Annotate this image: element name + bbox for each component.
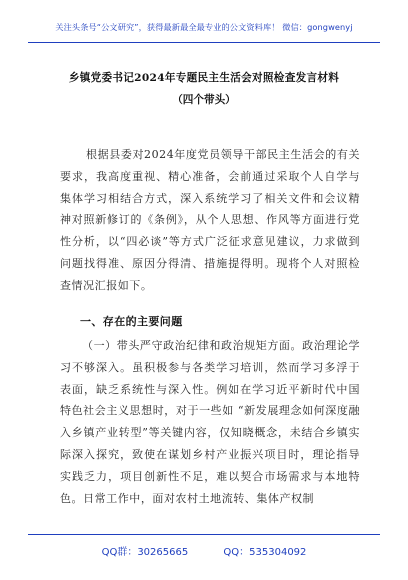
header-banner: 关注头条号“公文研究”，获得最新最全最专业的公文资料库！ 微信：gongwenyj	[55, 22, 353, 32]
footer-contact	[0, 543, 408, 558]
document-subtitle: （四个带头）	[172, 94, 236, 106]
header-divider	[28, 42, 380, 43]
intro-paragraph: 根据县委对2024年度党员领导干部民主生活会的有关要求，我高度重视、精心准备，会前通过采取个人自学与集体学习相结合方式，深入系统学习了相关文件和会议精神对照新修订的《条例》，从个人思想、作风等方面进行党性分析，以“四必谈”等方式广泛征求意见建议，力求做到问题找得准、原因分得清、措施提得明。现将个人对照检查情况汇报如下。	[60, 148, 360, 292]
section-paragraph: （一）带头严守政治纪律和政治规矩方面。政治理论学习不够深入。虽积极参与各类学习培训，然而学习多浮于表面，缺乏系统性与深入性。例如在学习近平新时代中国特色社会主义思想时，对于一些如 “新发展理念如何深度融入乡镇产业转型”等关键内容，仅知晓概念，未结合乡镇实际深入探究，致使在谋划乡村产业振兴项目时，理论指导实践乏力，项目创新性不足，难以契合市场需求与本地特色。日常工作中，面对农村土地流转、集体产权制	[60, 339, 360, 505]
document-title: 乡镇党委书记2024年专题民主生活会对照检查发言材料	[68, 72, 340, 84]
section-heading: 一、存在的主要问题	[80, 315, 183, 328]
footer-qq-group: QQ群：30265665	[101, 547, 189, 558]
footer-qq: QQ：535304092	[223, 547, 307, 558]
footer-divider	[28, 534, 380, 535]
